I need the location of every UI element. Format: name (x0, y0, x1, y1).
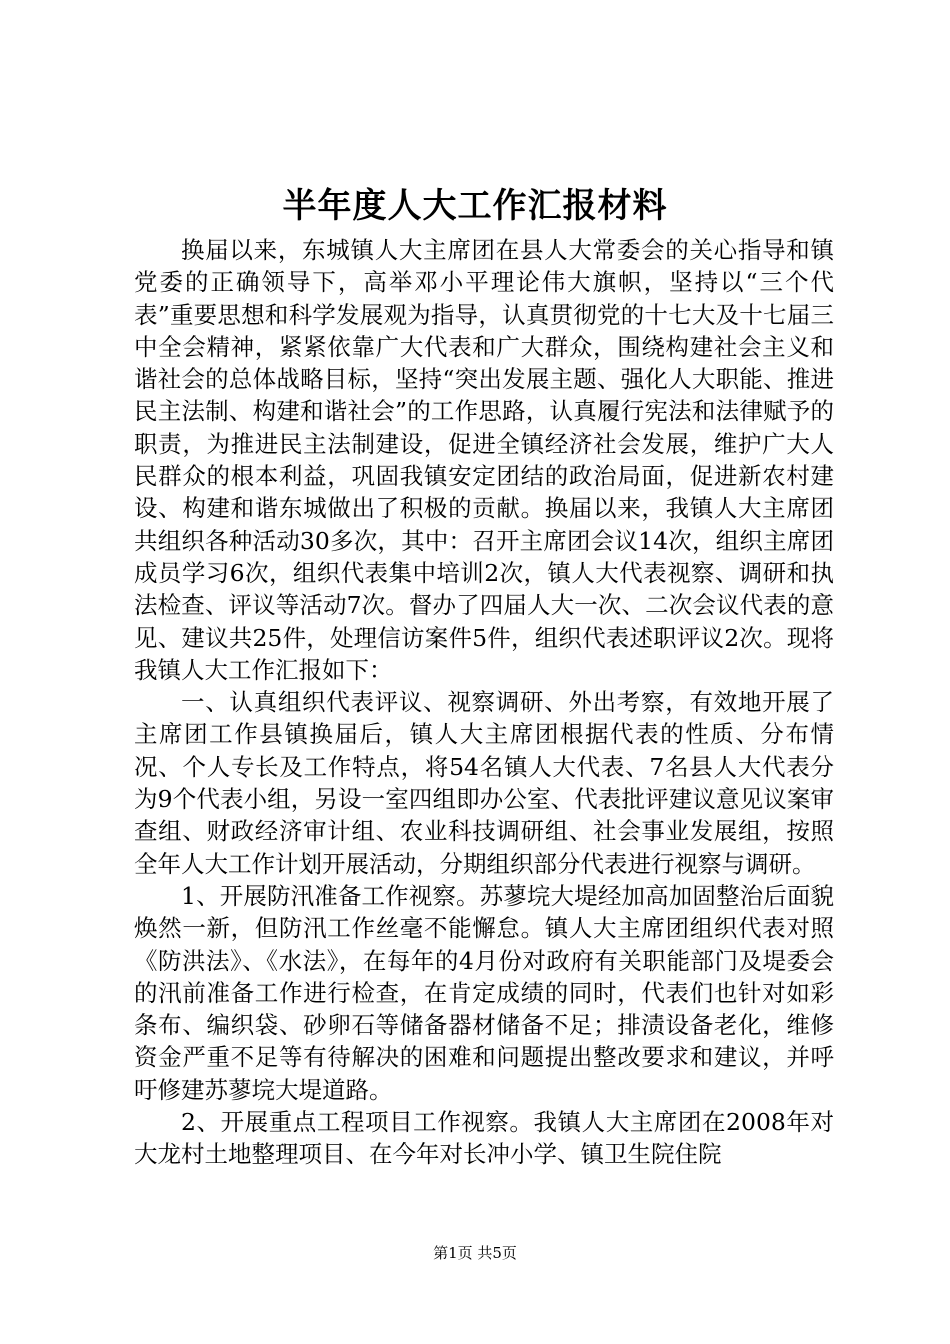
document-title: 半年度人大工作汇报材料 (282, 186, 668, 226)
paragraph-item-2: 2、开展重点工程项目工作视察。我镇人大主席团在2008年对大龙村土地整理项目、在今年对长冲小学、镇卫生院住院 (134, 1108, 834, 1169)
paragraph-section-1: 一、认真组织代表评议、视察调研、外出考察，有效地开展了主席团工作县镇换届后，镇人大主席团根据代表的性质、分布情况、个人专长及工作特点，将54名镇人大代表、7名县人大代表分为9个代表小组，另设一室四组即办公室、代表批评建议意见议案审查组、财政经济审计组、农业科技调研组、社会事业发展组，按照全年人大工作计划开展活动，分期组织部分代表进行视察与调研。 (134, 688, 834, 878)
document-body (134, 234, 834, 1171)
paragraph-intro: 换届以来，东城镇人大主席团在县人大常委会的关心指导和镇党委的正确领导下，高举邓小平理论伟大旗帜，坚持以“三个代表”重要思想和科学发展观为指导，认真贯彻党的十七大及十七届三中全会精神，紧紧依靠广大代表和广大群众，围绕构建社会主义和谐社会的总体战略目标，坚持“突出发展主题、强化人大职能、推进民主法制、构建和谐社会”的工作思路，认真履行宪法和法律赋予的职责，为推进民主法制建设，促进全镇经济社会发展，维护广大人民群众的根本利益，巩固我镇安定团结的政治局面，促进新农村建设、构建和谐东城做出了积极的贡献。换届以来，我镇人大主席团共组织各种活动30多次，其中：召开主席团会议14次，组织主席团成员学习6次，组织代表集中培训2次，镇人大代表视察、调研和执法检查、评议等活动7次。督办了四届人大一次、二次会议代表的意见、建议共25件，处理信访案件5件，组织代表述职评议2次。现将我镇人大工作汇报如下： (134, 236, 834, 684)
page-footer: 第1页 共5页 (433, 1244, 517, 1262)
paragraph-item-1: 1、开展防汛准备工作视察。苏蓼垸大堤经加高加固整治后面貌焕然一新，但防汛工作丝毫不能懈怠。镇人大主席团组织代表对照《防洪法》、《水法》，在每年的4月份对政府有关职能部门及堤委会的汛前准备工作进行检查，在肯定成绩的同时，代表们也针对如彩条布、编织袋、砂卵石等储备器材储备不足；排渍设备老化，维修资金严重不足等有待解决的困难和问题提出整改要求和建议，并呼吁修建苏蓼垸大堤道路。 (134, 881, 834, 1104)
